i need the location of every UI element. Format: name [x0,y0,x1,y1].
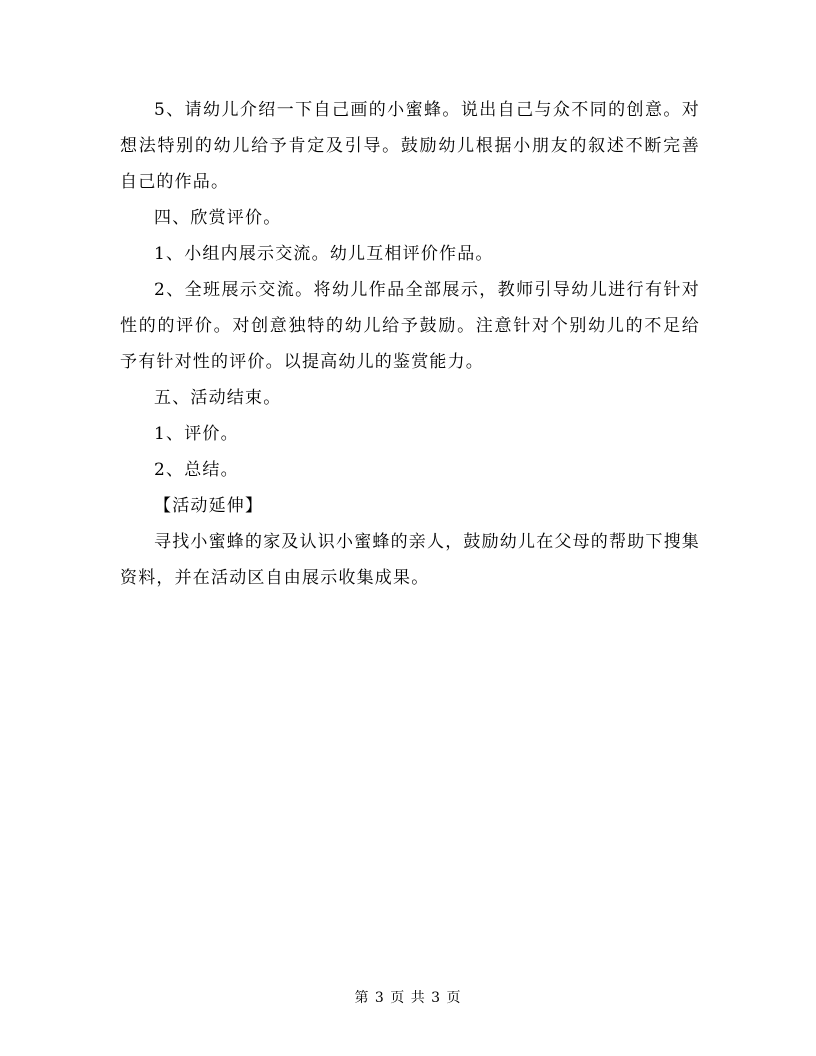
section-heading-appreciate-evaluate: 四、欣赏评价。 [154,208,282,228]
paragraph-extension-detail: 寻找小蜜蜂的家及认识小蜜蜂的亲人，鼓励幼儿在父母的帮助下搜集资料，并在活动区自由展示收集成果。 [120,532,700,588]
paragraph-evaluate: 1、评价。 [154,424,239,444]
paragraph-group-exchange: 1、小组内展示交流。幼儿互相评价作品。 [154,244,494,264]
section-heading-activity-end: 五、活动结束。 [154,388,282,408]
section-heading-activity-extension: 【活动延伸】 [154,496,264,516]
footer-total-prefix: 共 [410,990,426,1006]
footer-current-page: 3 [374,990,385,1006]
footer-page-word: 页 [390,990,406,1006]
footer-prefix: 第 [354,990,370,1006]
footer-total-pages: 3 [431,990,442,1006]
footer-suffix: 页 [446,990,462,1006]
paragraph-step-5: 5、请幼儿介绍一下自己画的小蜜蜂。说出自己与众不同的创意。对想法特别的幼儿给予肯定及引导。鼓励幼儿根据小朋友的叙述不断完善自己的作品。 [120,100,700,192]
page-footer [0,988,816,1008]
paragraph-class-exchange: 2、全班展示交流。将幼儿作品全部展示，教师引导幼儿进行有针对性的的评价。对创意独特的幼儿给予鼓励。注意针对个别幼儿的不足给予有针对性的评价。以提高幼儿的鉴赏能力。 [120,280,700,372]
document-body [120,92,700,596]
paragraph-summary: 2、总结。 [154,460,239,480]
